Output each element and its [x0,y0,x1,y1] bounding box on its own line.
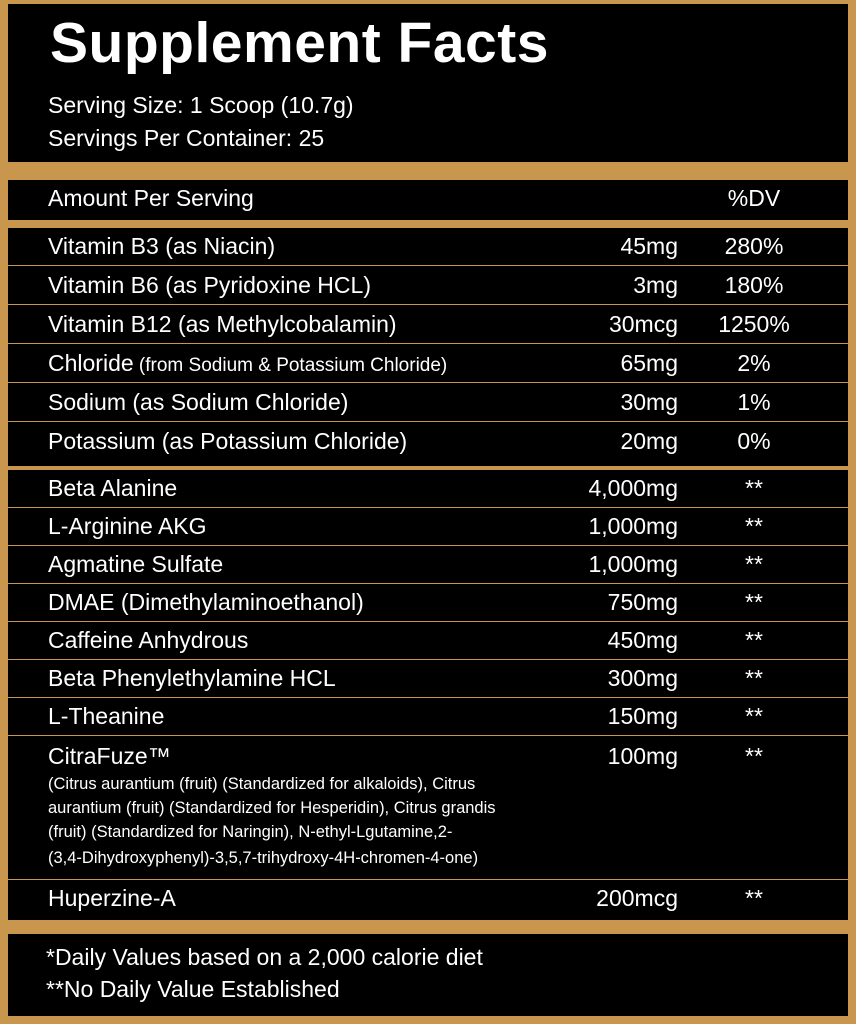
nutrient-name: Sodium (as Sodium Chloride) [48,389,349,415]
vitamins-section [8,228,848,466]
ingredient-name: Beta Alanine [48,475,178,501]
nutrient-amount: 20mg [620,428,678,454]
ingredient-amount: 100mg [607,743,678,769]
serving-size: Serving Size: 1 Scoop (10.7g) [48,92,354,118]
citrafuze-description-line: (fruit) (Standardized for Naringin), N-ethyl-Lgutamine,2- [48,823,453,841]
ingredient-dv: ** [745,703,763,729]
nutrient-dv: 180% [724,272,784,298]
table-row [8,384,848,422]
nutrient-name: Vitamin B3 (as Niacin) [48,233,276,259]
amount-per-serving-label: Amount Per Serving [48,185,254,211]
nutrient-name: Vitamin B6 (as Pyridoxine HCL) [48,272,371,298]
table-row [8,698,848,736]
ingredient-dv: ** [745,513,763,539]
header-panel [8,4,848,162]
ingredient-dv: ** [745,589,763,615]
table-row [8,584,848,622]
ingredient-name: L-Arginine AKG [48,513,207,539]
ingredient-dv: ** [745,743,763,769]
ingredients-section [8,470,848,920]
ingredient-amount: 150mg [607,703,678,729]
ingredient-amount: 4,000mg [588,475,678,501]
ingredient-dv: ** [745,885,763,911]
footnote-no-dv: **No Daily Value Established [46,976,340,1002]
ingredient-amount: 1,000mg [588,513,678,539]
table-row [8,470,848,508]
table-row [8,660,848,698]
citrafuze-description-line: aurantium (fruit) (Standardized for Hesperidin), Citrus grandis [48,799,496,817]
label-title: Supplement Facts [50,11,549,75]
ingredient-name: L-Theanine [48,703,165,729]
nutrient-name-main: Chloride [48,350,134,376]
table-row [8,508,848,546]
nutrient-dv: 1250% [718,311,790,337]
table-row [8,306,848,344]
nutrient-name [48,350,447,377]
table-row [8,880,848,918]
nutrient-dv: 0% [737,428,771,454]
ingredient-amount: 450mg [607,627,678,653]
column-header [8,180,848,220]
footnotes-panel [8,934,848,1016]
nutrient-dv: 2% [737,350,771,376]
ingredient-name: Huperzine-A [48,885,176,911]
nutrient-name-note: (from Sodium & Potassium Chloride) [133,355,448,376]
ingredient-amount: 750mg [607,589,678,615]
ingredient-name: Caffeine Anhydrous [48,627,249,653]
ingredient-amount: 200mcg [596,885,678,911]
nutrient-amount: 30mg [620,389,678,415]
dv-column-label: %DV [727,185,781,211]
nutrient-name: Vitamin B12 (as Methylcobalamin) [48,311,397,337]
nutrient-dv: 280% [724,233,784,259]
table-row-citrafuze [8,738,848,776]
ingredient-name: DMAE (Dimethylaminoethanol) [48,589,364,615]
nutrient-amount: 45mg [620,233,678,259]
citrafuze-description [48,772,608,870]
ingredient-dv: ** [745,627,763,653]
citrafuze-description-line: (Citrus aurantium (fruit) (Standardized for alkaloids), Citrus [48,775,476,793]
citrafuze-description-line: (3,4-Dihydroxyphenyl)-3,5,7-trihydroxy-4H-chromen-4-one) [48,849,479,867]
ingredient-amount: 1,000mg [588,551,678,577]
footnote-daily-values: *Daily Values based on a 2,000 calorie diet [46,944,483,970]
ingredient-dv: ** [745,665,763,691]
table-row [8,345,848,383]
table-row [8,267,848,305]
nutrient-amount: 3mg [633,272,678,298]
ingredient-amount: 300mg [607,665,678,691]
nutrient-name: Potassium (as Potassium Chloride) [48,428,408,454]
ingredient-dv: ** [745,475,763,501]
nutrient-amount: 65mg [620,350,678,376]
table-row [8,546,848,584]
table-row [8,622,848,660]
table-row [8,423,848,461]
ingredient-name: CitraFuze™ [48,743,171,769]
ingredient-name: Agmatine Sulfate [48,551,224,577]
nutrient-dv: 1% [737,389,771,415]
servings-per-container: Servings Per Container: 25 [48,125,325,151]
ingredient-dv: ** [745,551,763,577]
table-row [8,228,848,266]
nutrient-amount: 30mcg [608,311,678,337]
ingredient-name: Beta Phenylethylamine HCL [48,665,336,691]
